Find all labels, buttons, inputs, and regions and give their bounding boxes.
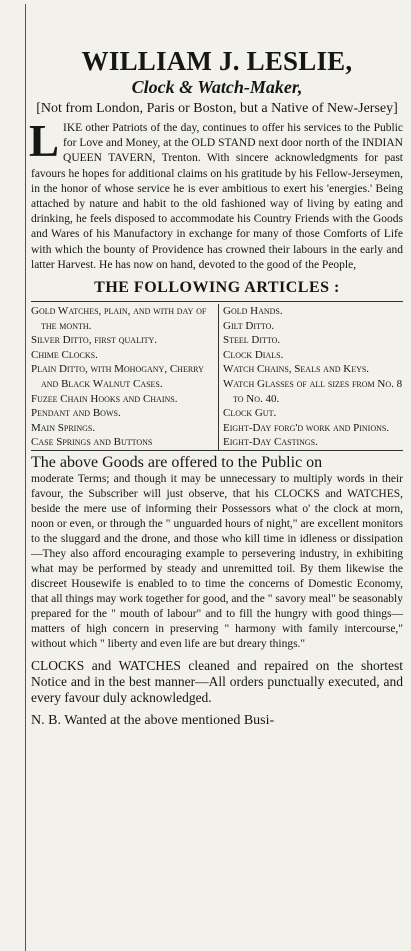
article-item: Plain Ditto, with Mohogany, Cherry and Black Walnut Cases. xyxy=(31,363,204,390)
article-item: Gold Hands. xyxy=(223,305,283,318)
articles-list xyxy=(31,304,403,450)
article-item: Main Springs. xyxy=(31,421,96,434)
article-item: Clock Dials. xyxy=(223,348,284,361)
article-item: Watch Glasses of all sizes from No. 8 to No. 40. xyxy=(223,378,403,405)
article-item: Case Springs and Buttons xyxy=(31,436,153,449)
drop-cap: L xyxy=(29,116,60,166)
articles-top-rule xyxy=(31,301,403,302)
offer-paragraph: moderate Terms; and though it may be unnecessary to multiply words in their favour, the Subscriber will just observe, that his CLOCKS and WATCHES, beside the mere use of informing their Possessors what o' the clock at morn, noon or even, or through the " unguarded hours of night," are excellent monitors to the sluggard and the drone, and those who kill time in idleness or dissipation—They also afford encouraging example to persevering industry, in exhibiting what may be performed by steady and unremitted toil. By them likewise the discreet Housewife is enabled to to time the concerns of Domestic Economy, that all things may work together for good, and the " savory meal" be seasonably prepared for the " mouth of labour" and to fill the hungry with good things—matters of high concern in preserving " harmony with family intercourse," without which " liberty and even life are but dreary things." xyxy=(31,473,403,651)
repair-paragraph: CLOCKS and WATCHES cleaned and repaired on the shortest Notice and in the best manner—All orders punctually executed, and every favour duly acknowledged. xyxy=(31,658,403,706)
column-rule xyxy=(25,4,26,951)
article-item: Steel Ditto. xyxy=(223,334,281,347)
offer-lead-text: The above Goods are offered to the Public on xyxy=(31,453,323,471)
intro-paragraph xyxy=(29,116,403,273)
articles-bottom-rule xyxy=(31,450,403,451)
nota-bene: N. B. Wanted at the above mentioned Busi- xyxy=(31,713,275,729)
offer-lead xyxy=(31,455,403,472)
article-item: Eight-Day Castings. xyxy=(223,436,318,449)
article-item: Eight-Day forg'd work and Pinions. xyxy=(223,421,390,434)
intro-text: IKE other Patriots of the day, continues to offer his services to the Public for Love and Money, at the OLD STAND next door north of the INDIAN QUEEN TAVERN, Trenton. With sincere acknowledgments for past favours he hopes for additional claims on his gratitude by his Fellow-Jerseymen, in the honor of whose service he is ever ambitious to exert his 'energies.' Being attached by nature and habit to the old fashioned way of living by eating and drinking, he feels disposed to accommodate his Country Friends with the Goods and Wares of his Manufactory in exchange for many of those Comforts of Life with which the bounty of Providence has crowned their labours in the early and latter Harvest. He has now on hand, devoted to the good of the People, xyxy=(31,122,403,271)
article-item: Pendant and Bows. xyxy=(31,407,121,420)
origin-note: [Not from London, Paris or Boston, but a Native of New-Jersey] xyxy=(36,101,398,116)
articles-right-column xyxy=(219,304,403,450)
article-item: Gilt Ditto. xyxy=(223,319,275,332)
article-item: Clock Gut. xyxy=(223,407,277,420)
article-item: Gold Watches, plain, and with day of the month. xyxy=(31,305,207,332)
advertiser-trade: Clock & Watch-Maker, xyxy=(131,77,303,97)
article-item: Silver Ditto, first quality. xyxy=(31,334,158,347)
article-item: Fuzee Chain Hooks and Chains. xyxy=(31,392,178,405)
articles-heading: THE FOLLOWING ARTICLES : xyxy=(94,279,340,297)
articles-left-column xyxy=(31,304,219,450)
advertiser-name: WILLIAM J. LESLIE, xyxy=(81,46,353,76)
article-item: Watch Chains, Seals and Keys. xyxy=(223,363,370,376)
article-item: Chime Clocks. xyxy=(31,348,98,361)
